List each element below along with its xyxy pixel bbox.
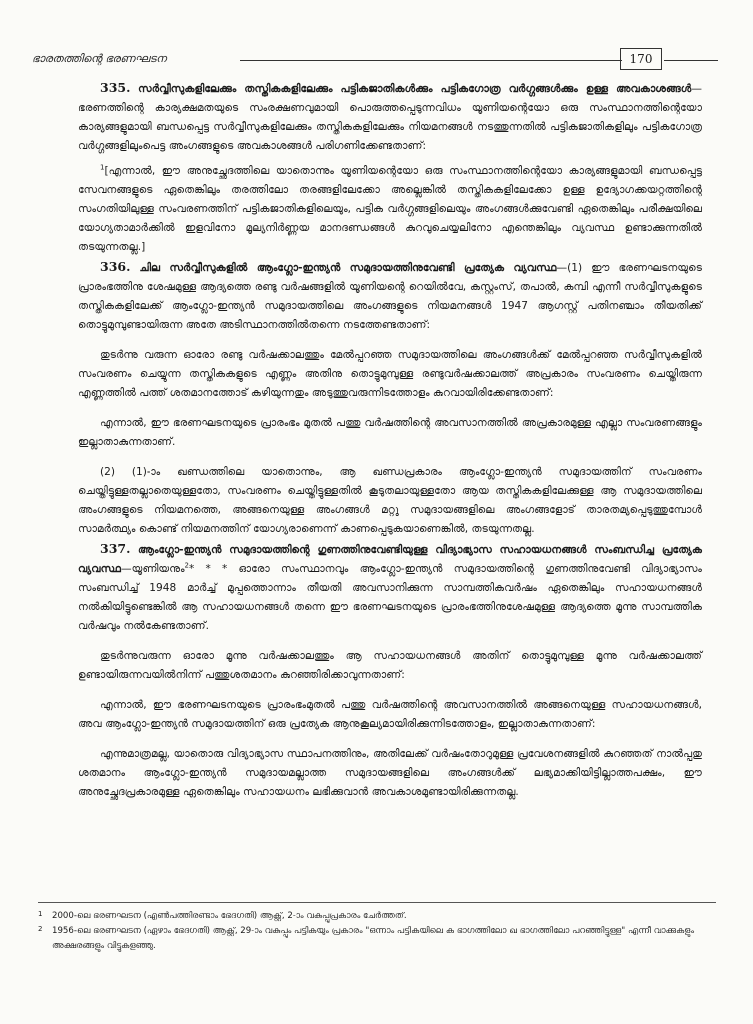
section-text: —യൂണിയനും <box>121 563 185 575</box>
footnote-mark: 2 <box>38 925 43 933</box>
section-text: —(1) ഈ ഭരണഘടനയുടെ പ്രാരംഭത്തിനു ശേഷമുള്ള ആദ്യത്തെ രണ്ടു വർഷങ്ങളിൽ യൂണിയന്റെ റെയിൽവേ, കസ്റ്റംസ്, തപാൽ, കമ്പി എന്നീ സർവ്വീസുകളുടെ തസ്തികകളിലേക്ക് ആംഗ്ലോ-ഇന്ത്യൻ സമുദായത്തിലെ അംഗങ്ങളുടെ നിയമനങ്ങൾ 1947 ആഗസ്റ്റ് പതിനഞ്ചാം തീയതിക്ക് തൊട്ടുമുമ്പുണ്ടായിരുന്ന അതേ അടിസ്ഥാനത്തിൽതന്നെ നടത്തേണ്ടതാണ്: <box>78 262 702 331</box>
proviso-paragraph <box>78 162 702 257</box>
section-title: ചില സർവ്വീസുകളിൽ ആംഗ്ലോ-ഇന്ത്യൻ സമുദായത്തിനുവേണ്ടി പ്രത്യേക വ്യവസ്ഥ <box>139 262 557 274</box>
footnote-text: 2000-ലെ ഭരണഘടന (എൺപത്തിരണ്ടാം ഭേദഗതി) ആക്റ്റ്, 2-ാം വകുപ്പുപ്രകാരം ചേർത്തത്. <box>52 911 407 921</box>
paragraph: തുടർന്നുവരുന്ന ഓരോ മൂന്നു വർഷക്കാലത്തും ആ സഹായധനങ്ങൾ അതിന് തൊട്ടുമുമ്പുള്ള മൂന്നു വർഷക്കാലത്ത് ഉണ്ടായിരുന്നവയിൽനിന്ന് പത്തുശതമാനം കുറഞ്ഞിരിക്കാവുന്നതാണ്: <box>78 650 702 681</box>
footnote <box>38 924 716 954</box>
header-rule-tail <box>664 60 718 61</box>
paragraph: (2) (1)-ാം ഖണ്ഡത്തിലെ യാതൊന്നും, ആ ഖണ്ഡപ്രകാരം ആംഗ്ലോ-ഇന്ത്യൻ സമുദായത്തിന് സംവരണം ചെയ്തിട്ടുള്ളതല്ലാതെയുള്ളതോ, സംവരണം ചെയ്തിട്ടുള്ളതിൽ കൂടുതലായുള്ളതോ ആയ തസ്തികകളിലേക്കുള്ള ആ സമുദായത്തിലെ അംഗങ്ങളുടെ നിയമനത്തെ, അങ്ങനെയുള്ള അംഗങ്ങൾ മറ്റു സമുദായങ്ങളിലെ അംഗങ്ങളോട് താരതമ്യപ്പെടുത്തുമ്പോൾ സാമർത്ഥ്യം കൊണ്ട് നിയമനത്തിന് യോഗ്യരാണെന്ന് കാണപ്പെടുകയാണെങ്കിൽ, തടയുന്നതല്ല. <box>78 466 702 535</box>
proviso-text: [എന്നാൽ, ഈ അനുച്ഛേദത്തിലെ യാതൊന്നും യൂണിയന്റെയോ ഒരു സംസ്ഥാനത്തിന്റെയോ കാര്യങ്ങളുമായി ബന്ധപ്പെട്ട സേവനങ്ങളുടെ ഏതെങ്കിലും തരത്തിലോ തരങ്ങളിലേക്കോ അല്ലെങ്കിൽ തസ്തികകളിലേക്കോ ഉള്ള ഉദ്യോഗക്കയറ്റത്തിന്റെ സംഗതിയിലുള്ള സംവരണത്തിന് പട്ടികജാതികളിലെയും, പട്ടിക വർഗ്ഗങ്ങളിലെയും അംഗങ്ങൾക്കുവേണ്ടി ഏതെങ്കിലും പരീക്ഷയിലെ യോഗ്യതാമാർക്കിൽ ഇളവിനോ മൂല്യനിർണ്ണയ മാനദണ്ഡങ്ങൾ കുറവുചെയ്യലിനോ എന്തെങ്കിലും വ്യവസ്ഥ ഉണ്ടാക്കുന്നതിൽ തടയുന്നതല്ല.] <box>78 165 702 253</box>
article-336 <box>78 257 702 335</box>
page-number: 170 <box>620 48 662 70</box>
running-title: ഭാരതത്തിന്റെ ഭരണഘടന <box>32 52 167 65</box>
section-title: സർവ്വീസുകളിലേക്കും തസ്തികകളിലേക്കും പട്ടികജാതികൾക്കും പട്ടികഗോത്ര വർഗ്ഗങ്ങൾക്കും ഉള്ള അവകാശങ്ങൾ <box>138 83 692 95</box>
paragraph: തുടർന്നു വരുന്ന ഓരോ രണ്ടു വർഷക്കാലത്തും മേൽപ്പറഞ്ഞ സമുദായത്തിലെ അംഗങ്ങൾക്ക് മേൽപ്പറഞ്ഞ സർവ്വീസുകളിൽ സംവരണം ചെയ്യുന്ന തസ്തികകളുടെ എണ്ണം അതിനു തൊട്ടുമുമ്പുള്ള രണ്ടുവർഷക്കാലത്ത് അപ്രകാരം സംവരണം ചെയ്തിരുന്ന എണ്ണത്തിൽ പത്ത് ശതമാനത്തോട് കഴിയുന്നതും അടുത്തുവരുന്നിടത്തോളം കുറവായിരിക്കേണ്ടതാണ്: <box>78 349 702 399</box>
paragraph: എന്നുമാത്രമല്ല, യാതൊരു വിദ്യാഭ്യാസ സ്ഥാപനത്തിനും, അതിലേക്ക് വർഷംതോറുമുള്ള പ്രവേശനങ്ങളിൽ കുറഞ്ഞത് നാൽപ്പതു ശതമാനം ആംഗ്ലോ-ഇന്ത്യൻ സമുദായമല്ലാത്ത സമുദായങ്ങളിലെ അംഗങ്ങൾക്ക് ലഭ്യമാക്കിയിട്ടില്ലാത്തപക്ഷം, ഈ അനുച്ഛേദപ്രകാരമുള്ള ഏതെങ്കിലും സഹായധനം ലഭിക്കുവാൻ അവകാശമുണ്ടായിരിക്കുന്നതല്ല. <box>78 748 702 798</box>
footnote <box>38 909 716 924</box>
page-header <box>32 48 718 74</box>
article-335 <box>78 78 702 156</box>
footnote-mark: 1 <box>38 910 43 918</box>
section-text: —ഭരണത്തിന്റെ കാര്യക്ഷമതയുടെ സംരക്ഷണവുമായി പൊരുത്തപ്പെടുന്നവിധം യൂണിയന്റെയോ ഒരു സംസ്ഥാനത്തിന്റെയോ കാര്യങ്ങളുമായി ബന്ധപ്പെട്ട സർവ്വീസുകളിലേക്കും തസ്തികകളിലേക്കും നിയമനങ്ങൾ നടത്തുന്നതിൽ പട്ടികജാതികളിലും പട്ടികഗോത്ര വർഗ്ഗങ്ങളിലുംപെട്ട അംഗങ്ങളുടെ അവകാശങ്ങൾ പരിഗണിക്കേണ്ടതാണ്: <box>78 83 702 152</box>
footnote-ref: 2 <box>184 561 190 570</box>
paragraph: എന്നാൽ, ഈ ഭരണഘടനയുടെ പ്രാരംഭംമുതൽ പത്തു വർഷത്തിന്റെ അവസാനത്തിൽ അങ്ങനെയുള്ള സഹായധനങ്ങൾ, അവ ആംഗ്ലോ-ഇന്ത്യൻ സമുദായത്തിന് ഒരു പ്രത്യേക ആനുകൂല്യമായിരിക്കുന്നിടത്തോളം, ഇല്ലാതാകുന്നതാണ്: <box>78 699 702 730</box>
section-number: 337. <box>100 541 131 556</box>
footnotes <box>38 902 716 954</box>
section-text: * * * ഓരോ സംസ്ഥാനവും ആംഗ്ലോ-ഇന്ത്യൻ സമുദായത്തിന്റെ ഗുണത്തിനുവേണ്ടി വിദ്യാഭ്യാസം സംബന്ധിച്ച് 1948 മാർച്ച് മുപ്പത്തൊന്നാം തീയതി അവസാനിക്കുന്ന സാമ്പത്തികവർഷം ഏതെങ്കിലും സഹായധനങ്ങൾ നൽകിയിട്ടുണ്ടെങ്കിൽ ആ സഹായധനങ്ങൾ തന്നെ ഈ ഭരണഘടനയുടെ പ്രാരംഭത്തിനുശേഷമുള്ള ആദ്യത്തെ മൂന്നു സാമ്പത്തിക വർഷവും നൽകേണ്ടതാണ്. <box>78 563 702 632</box>
article-337 <box>78 539 702 636</box>
footnote-text: 1956-ലെ ഭരണഘടന (ഏഴാം ഭേദഗതി) ആക്റ്റ്, 29-ാം വകുപ്പും പട്ടികയും പ്രകാരം "ഒന്നാം പട്ടികയിലെ ക ഭാഗത്തിലോ ഖ ഭാഗത്തിലോ പറഞ്ഞിട്ടുള്ള" എന്നീ വാക്കുകളും അക്ഷരങ്ങളും വിട്ടുകളഞ്ഞു. <box>52 926 695 951</box>
paragraph: എന്നാൽ, ഈ ഭരണഘടനയുടെ പ്രാരംഭം മുതൽ പത്തു വർഷത്തിന്റെ അവസാനത്തിൽ അപ്രകാരമുള്ള എല്ലാ സംവരണങ്ങളും ഇല്ലാതാകുന്നതാണ്. <box>78 417 702 448</box>
section-title: ആംഗ്ലോ-ഇന്ത്യൻ സമുദായത്തിന്റെ ഗുണത്തിനുവേണ്ടിയുള്ള വിദ്യാഭ്യാസ സഹായധനങ്ങൾ സംബന്ധിച്ച പ്രത്യേക വ്യവസ്ഥ <box>78 544 702 575</box>
section-number: 336. <box>100 259 131 274</box>
footnote-ref: 1 <box>100 163 105 172</box>
header-rule <box>240 60 622 61</box>
section-number: 335. <box>100 80 131 95</box>
page-body <box>78 78 702 802</box>
